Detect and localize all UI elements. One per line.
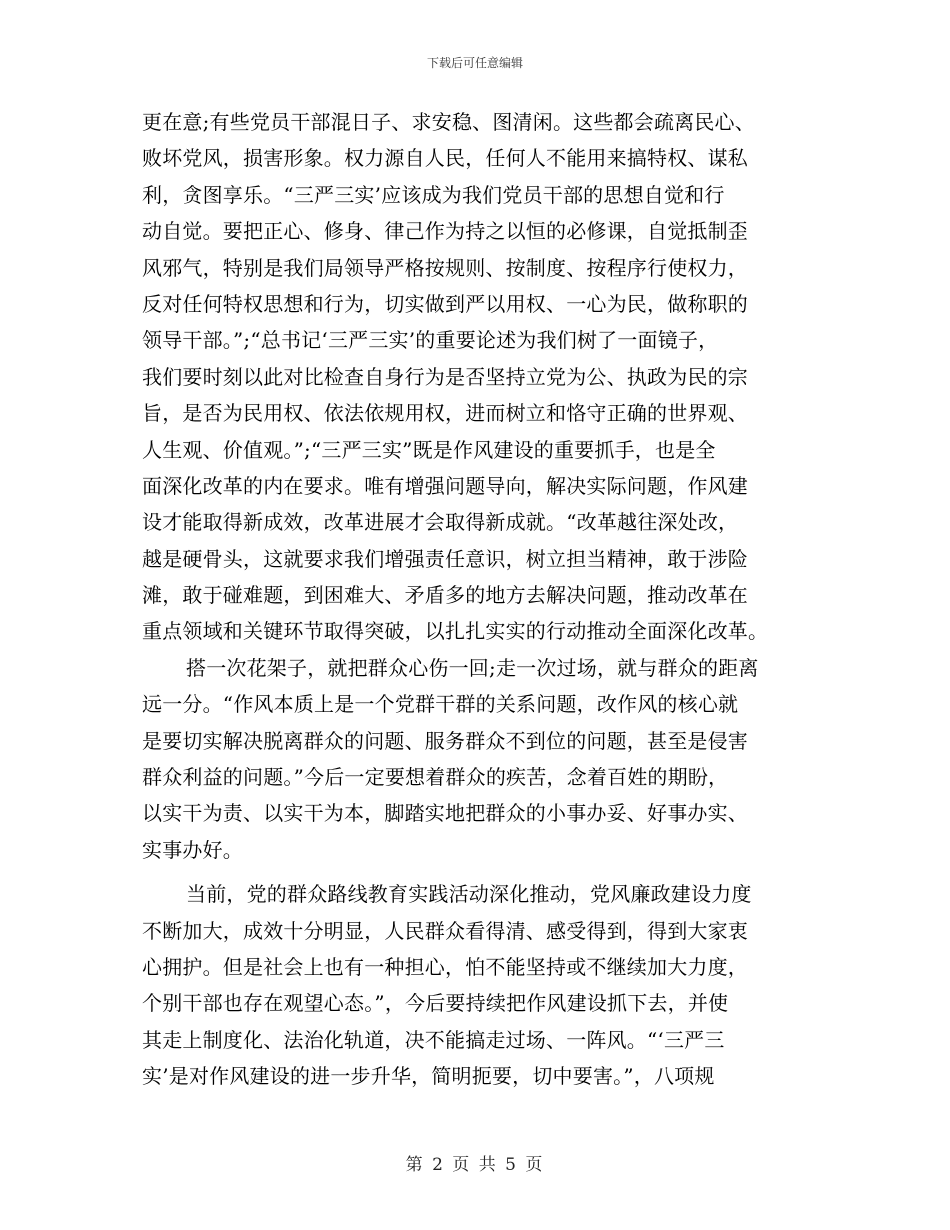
text-line: 更在意;有些党员干部混日子、求安稳、图清闲。这些都会疏离民心、 (142, 110, 755, 134)
text-line: 当前，党的群众路线教育实践活动深化推动，党风廉政建设力度 (186, 882, 752, 907)
text-line: 心拥护。但是社会上也有一种担心，怕不能坚持或不继续加大力度， (142, 954, 748, 979)
text-line: 搭一次花架子，就把群众心伤一回;走一次过场，就与群众的距离 (186, 655, 759, 680)
text-line: 是要切实解决脱离群众的问题、服务群众不到位的问题，甚至是侵害 (142, 728, 748, 753)
text-line: 不断加大，成效十分明显，人民群众看得清、感受得到，得到大家衷 (142, 918, 748, 943)
paragraph-spacer (142, 868, 832, 876)
text-line: 重点领域和关键环节取得突破，以扎扎实实的行动推动全面深化改革。 (142, 619, 769, 644)
paragraph-1 (142, 104, 832, 650)
text-line: 人生观、价值观。”;“三严三实”既是作风建设的重要抓手，也是全 (142, 437, 716, 462)
page-header-note: 下载后可任意编辑 (426, 56, 523, 70)
text-line: 其走上制度化、法治化轨道，决不能搞走过场、一阵风。“‘三严三 (142, 1027, 725, 1052)
text-line: 面深化改革的内在要求。唯有增强问题导向，解决实际问题，作风建 (142, 473, 748, 498)
text-line: 滩，敢于碰难题，到困难大、矛盾多的地方去解决问题，推动改革在 (142, 583, 748, 608)
text-line: 越是硬骨头，这就要求我们增强责任意识，树立担当精神，敢于涉险 (142, 546, 748, 571)
text-line: 败坏党风，损害形象。权力源自人民，任何人不能用来搞特权、谋私 (142, 146, 748, 171)
page-number: 第 2 页 共 5 页 (405, 1155, 545, 1175)
text-line: 群众利益的问题。”今后一定要想着群众的疾苦，念着百姓的期盼， (142, 765, 729, 790)
document-body (142, 104, 832, 1095)
paragraph-2 (142, 650, 832, 868)
text-line: 远一分。“作风本质上是一个党群干群的关系问题，改作风的核心就 (142, 692, 739, 717)
text-line: 反对任何特权思想和行为，切实做到严以用权、一心为民，做称职的 (142, 291, 748, 316)
text-line: 实事办好。 (142, 837, 243, 862)
text-line: 旨，是否为民用权、依法依规用权，进而树立和恪守正确的世界观、 (142, 401, 748, 426)
text-line: 动自觉。要把正心、修身、律己作为持之以恒的必修课，自觉抵制歪 (142, 219, 748, 244)
text-line: 风邪气，特别是我们局领导严格按规则、按制度、按程序行使权力， (142, 255, 748, 280)
text-line: 设才能取得新成效，改革进展才会取得新成就。“改革越往深处改， (142, 510, 739, 535)
text-line: 利，贪图享乐。“三严三实’应该成为我们党员干部的思想自觉和行 (142, 182, 725, 207)
text-line: 实’是对作风建设的进一步升华，简明扼要，切中要害。”，八项规 (142, 1064, 715, 1089)
paragraph-3 (142, 876, 832, 1094)
text-line: 领导干部。”;“总书记‘三严三实’的重要论述为我们树了一面镜子， (142, 328, 719, 353)
text-line: 我们要时刻以此对比检查自身行为是否坚持立党为公、执政为民的宗 (142, 364, 748, 389)
text-line: 以实干为责、以实干为本，脚踏实地把群众的小事办妥、好事办实、 (142, 801, 748, 826)
text-line: 个别干部也存在观望心态。”，今后要持续把作风建设抓下去，并使 (142, 991, 729, 1016)
